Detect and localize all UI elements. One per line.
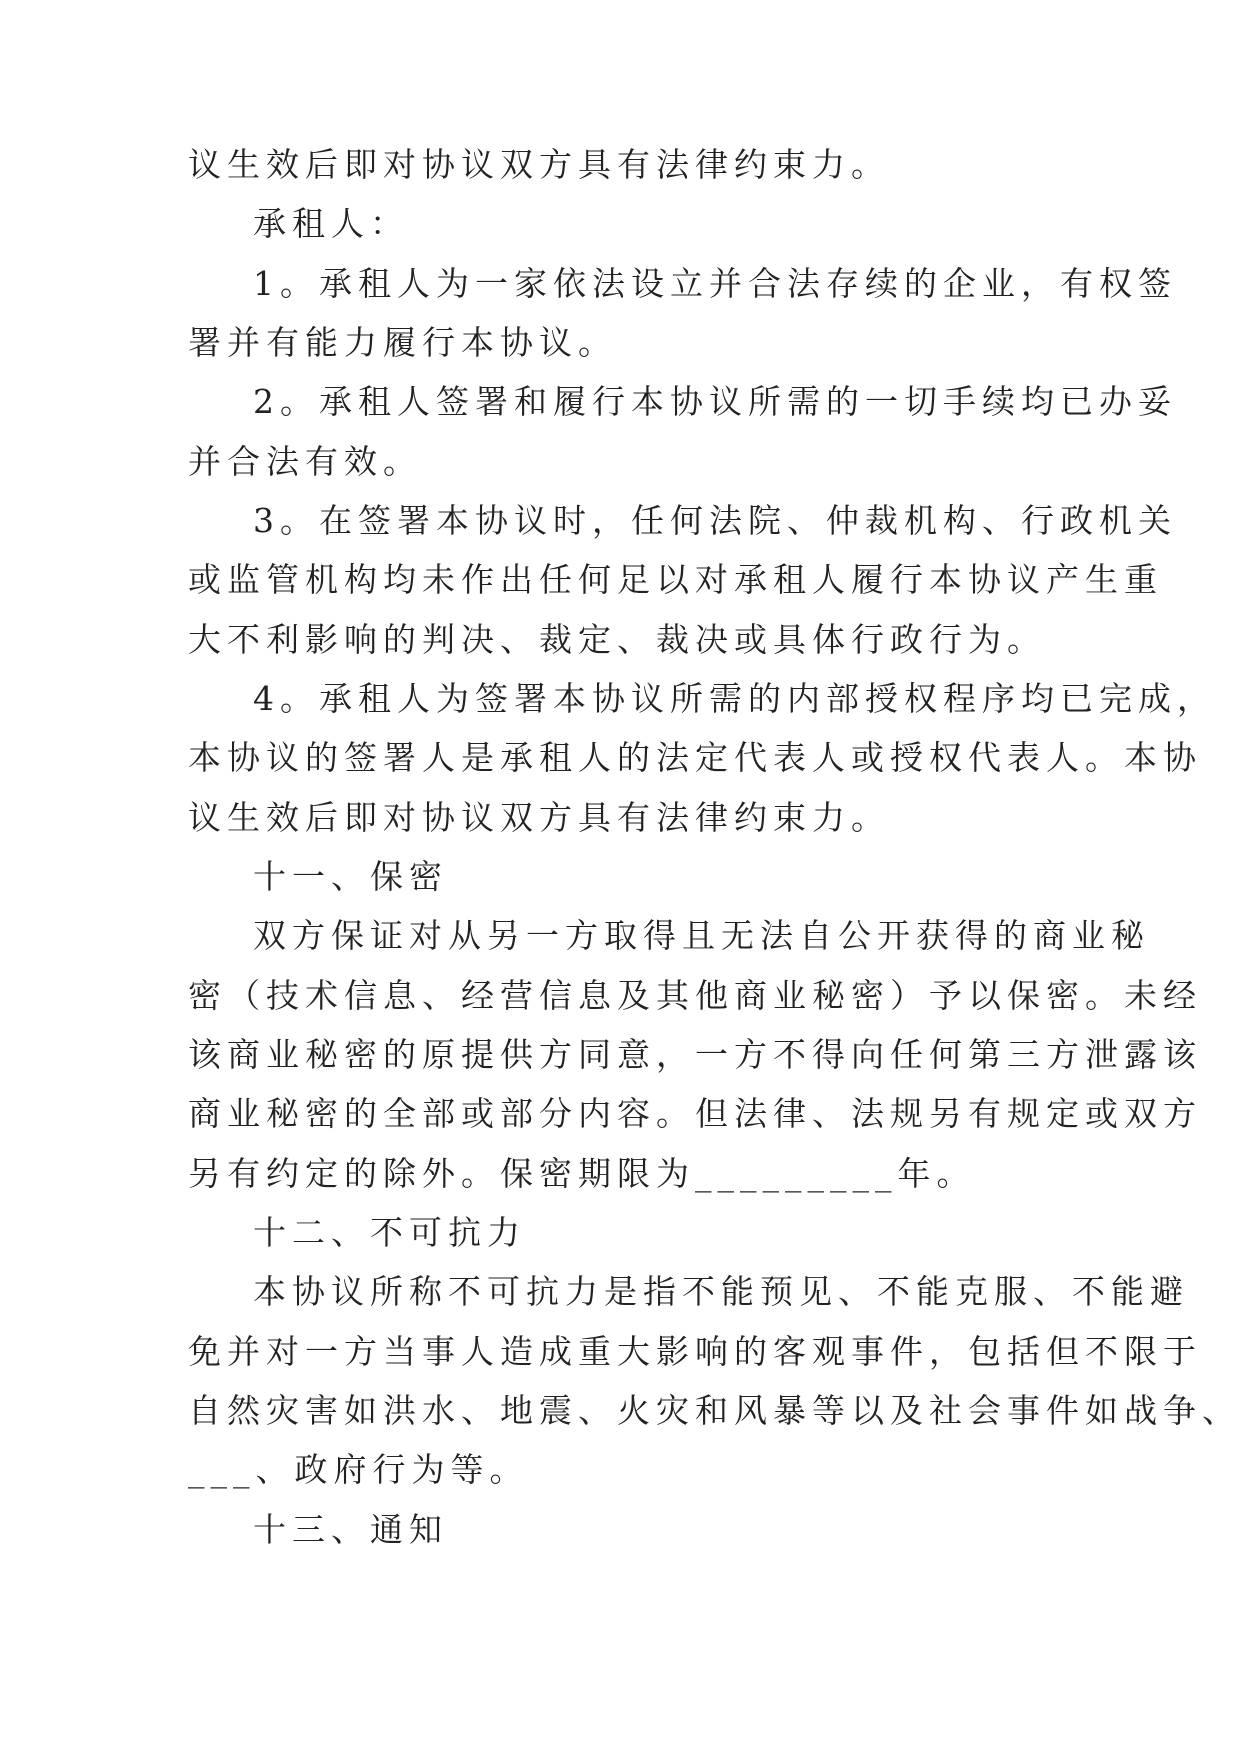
text-line: 密（技术信息、经营信息及其他商业秘密）予以保密。未经 (188, 976, 1202, 1015)
text-line: 议生效后即对协议双方具有法律约束力。 (188, 798, 890, 837)
text-line: 4。承租人为签署本协议所需的内部授权程序均已完成， (253, 679, 1216, 718)
text-line: 3。在签署本协议时，任何法院、仲裁机构、行政机关 (253, 501, 1177, 540)
text-line: 2。承租人签署和履行本协议所需的一切手续均已办妥 (253, 382, 1177, 421)
text-line: 1。承租人为一家依法设立并合法存续的企业，有权签 (253, 264, 1177, 303)
text-line: 或监管机构均未作出任何足以对承租人履行本协议产生重 (188, 560, 1163, 599)
section-heading: 十一、保密 (253, 857, 448, 896)
text-line: 自然灾害如洪水、地震、火灾和风暴等以及社会事件如战争、 (188, 1391, 1241, 1430)
text-line: 该商业秘密的原提供方同意，一方不得向任何第三方泄露该 (188, 1035, 1202, 1074)
text-line: 议生效后即对协议双方具有法律约束力。 (188, 145, 890, 184)
section-heading: 承租人： (253, 204, 409, 243)
text-line: 免并对一方当事人造成重大影响的客观事件，包括但不限于 (188, 1332, 1202, 1371)
text-line: 本协议的签署人是承租人的法定代表人或授权代表人。本协 (188, 738, 1202, 777)
text-line: 双方保证对从另一方取得且无法自公开获得的商业秘 (253, 916, 1150, 955)
text-line: 并合法有效。 (188, 442, 422, 481)
text-line: 署并有能力履行本协议。 (188, 323, 617, 362)
text-line: ___、政府行为等。 (188, 1450, 529, 1489)
text-line: 本协议所称不可抗力是指不能预见、不能克服、不能避 (253, 1272, 1189, 1311)
section-heading: 十三、通知 (253, 1510, 448, 1549)
section-heading: 十二、不可抗力 (253, 1213, 526, 1252)
text-line: 商业秘密的全部或部分内容。但法律、法规另有规定或双方 (188, 1094, 1202, 1133)
text-line: 另有约定的除外。保密期限为_________年。 (188, 1154, 976, 1193)
text-line: 大不利影响的判决、裁定、裁决或具体行政行为。 (188, 620, 1046, 659)
